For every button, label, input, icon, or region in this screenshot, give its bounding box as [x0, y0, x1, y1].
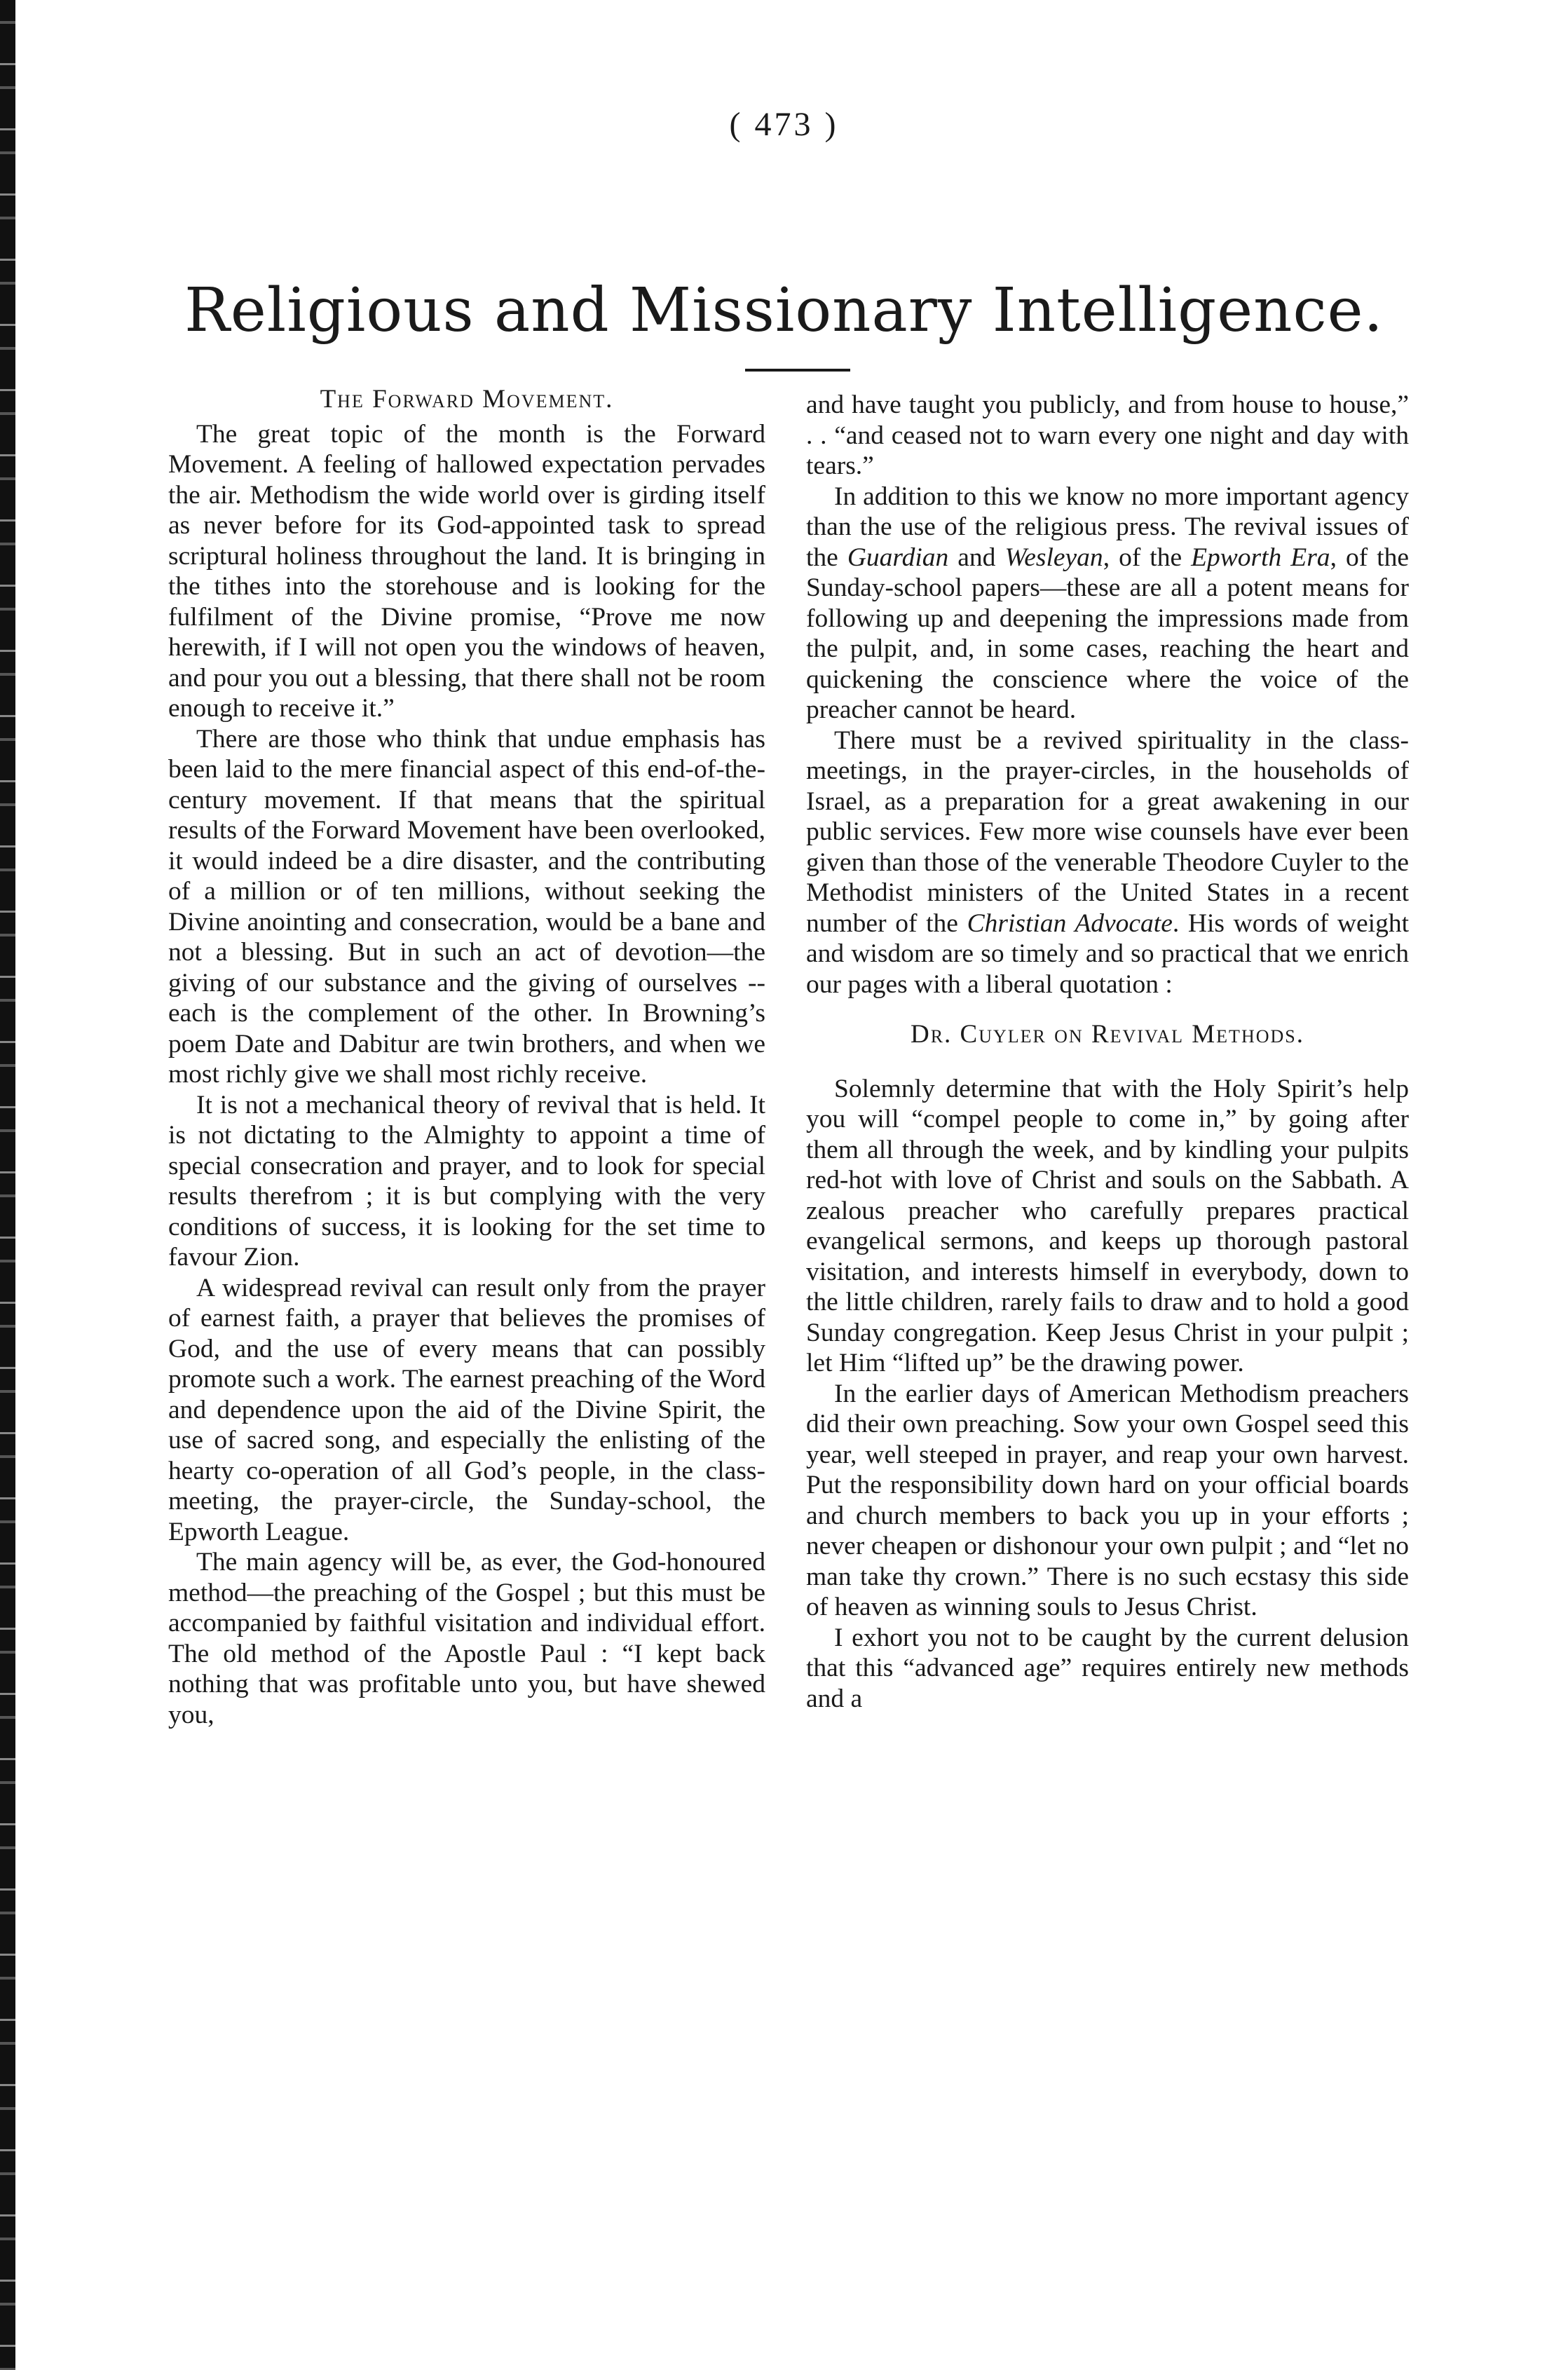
paragraph: It is not a mechanical theory of revival that is held. It is not dictating to the Almighty to appoint a time of special consecration and prayer, and to look for special results therefrom ; it is but complying with the very conditions of success, it is looking for the set time to favour Zion. — [168, 1090, 765, 1272]
paragraph: Solemnly determine that with the Holy Spirit’s help you will “compel people to come in,” by going after them all through the week, and by kindling your pulpits red-hot with love of Christ and souls on the Sabbath. A zealous preacher who carefully prepares practical evangelical sermons, and keeps up thorough pastoral visitation, and interests himself in everybody, down to the little children, rarely fails to draw and to hold a good Sunday congregation. Keep Jesus Christ in your pulpit ; let Him “lifted up” be the drawing power. — [806, 1074, 1409, 1377]
text-run: , of the — [1103, 543, 1192, 572]
text-run: There must be a revived spirituality in the class-meetings, in the prayer-circles, in the households of Israel, as a preparation for a great awakening in our public services. Few more wise counsels have ever been given than those of the venerable Theodore Cuyler to the Methodist ministers of the United States in a recent number of the — [806, 726, 1409, 938]
periodical-title: Wesleyan — [1004, 543, 1103, 572]
paragraph: A widespread revival can result only from the prayer of earnest faith, a prayer that believes the promises of God, and the use of every means that can possibly promote such a work. The earnest preaching of the Word and dependence upon the aid of the Divine Spirit, the use of sacred song, and especially the enlisting of the hearty co-operation of all God’s people, in the class-meeting, the prayer-circle, the Sunday-school, the Epworth League. — [168, 1273, 765, 1546]
title-rule — [745, 369, 850, 372]
periodical-title: Guardian — [847, 543, 949, 572]
text-run: and — [948, 543, 1005, 572]
text-run: In addition to this we know no more important agency than the use of the religious press. The revival issues of the — [806, 482, 1409, 572]
paragraph: The main agency will be, as ever, the God-honoured method—the preaching of the Gospel ; but this must be accompanied by faithful visitation and individual effort. The old method of the Apostle Paul : “I kept back nothing that was profitable unto you, but have shewed you, — [168, 1548, 765, 1729]
page-title: Religious and Missionary Intelligence. — [184, 275, 1384, 346]
periodical-title: Epworth Era — [1191, 543, 1330, 572]
paragraph: There are those who think that undue emphasis has been laid to the mere financial aspect of this end-of-the-century movement. If that means that the spiritual results of the Forward Movement have been overlooked, it would indeed be a dire disaster, and the contributing of a million or of ten millions, without seeking the Divine anointing and consecration, would be a bane and not a blessing. But in such an act of devotion—the giving of our substance and the giving of ourselves --each is the complement of the other. In Browning’s poem Date and Dabitur are twin brothers, and when we most richly give we shall most richly receive. — [168, 724, 765, 1089]
scan-edge — [0, 0, 15, 2370]
left-column — [168, 384, 765, 1730]
right-column — [806, 390, 1409, 1714]
text-run: . His words of weight and wisdom are so timely and so practical that we enrich our pages with a liberal quotation : — [806, 908, 1409, 999]
paragraph: The great topic of the month is the Forward Movement. A feeling of hallowed expectation pervades the air. Methodism the wide world over is girding itself as never before for its God-appointed task to spread scriptural holiness throughout the land. It is bringing in the tithes into the storehouse and is looking for the fulfilment of the Divine promise, “Prove me now herewith, if I will not open you the windows of heaven, and pour you out a blessing, that there shall not be room enough to receive it.” — [168, 419, 765, 723]
paragraph-religious-press — [806, 482, 1409, 726]
paragraph: I exhort you not to be caught by the current delusion that this “advanced age” requires entirely new methods and a — [806, 1623, 1409, 1713]
paragraph-continuation: and have taught you publicly, and from house to house,” . . “and ceased not to warn every one night and day with tears.” — [806, 390, 1409, 480]
section-heading-cuyler: Dr. Cuyler on Revival Methods. — [911, 1020, 1304, 1049]
paragraph-spirituality — [806, 726, 1409, 1000]
paragraph: In the earlier days of American Methodism preachers did their own preaching. Sow your own Gospel seed this year, well steeped in prayer, and reap your own harvest. Put the responsibility down hard on your official boards and church members to back you up in your efforts ; never cheapen or dishonour your own pulpit ; and “let no man take thy crown.” There is no such ecstasy this side of heaven as winning souls to Jesus Christ. — [806, 1379, 1409, 1621]
section-heading-forward-movement: The Forward Movement. — [320, 385, 614, 414]
page-number: ( 473 ) — [729, 106, 839, 143]
periodical-title: Christian Advocate — [967, 908, 1173, 938]
text-run: , of the Sunday-school papers—these are all a potent means for following up and deepening the impressions made from the pulpit, and, in some cases, reaching the heart and quickening the conscience where the voice of the preacher cannot be heard. — [806, 543, 1409, 724]
